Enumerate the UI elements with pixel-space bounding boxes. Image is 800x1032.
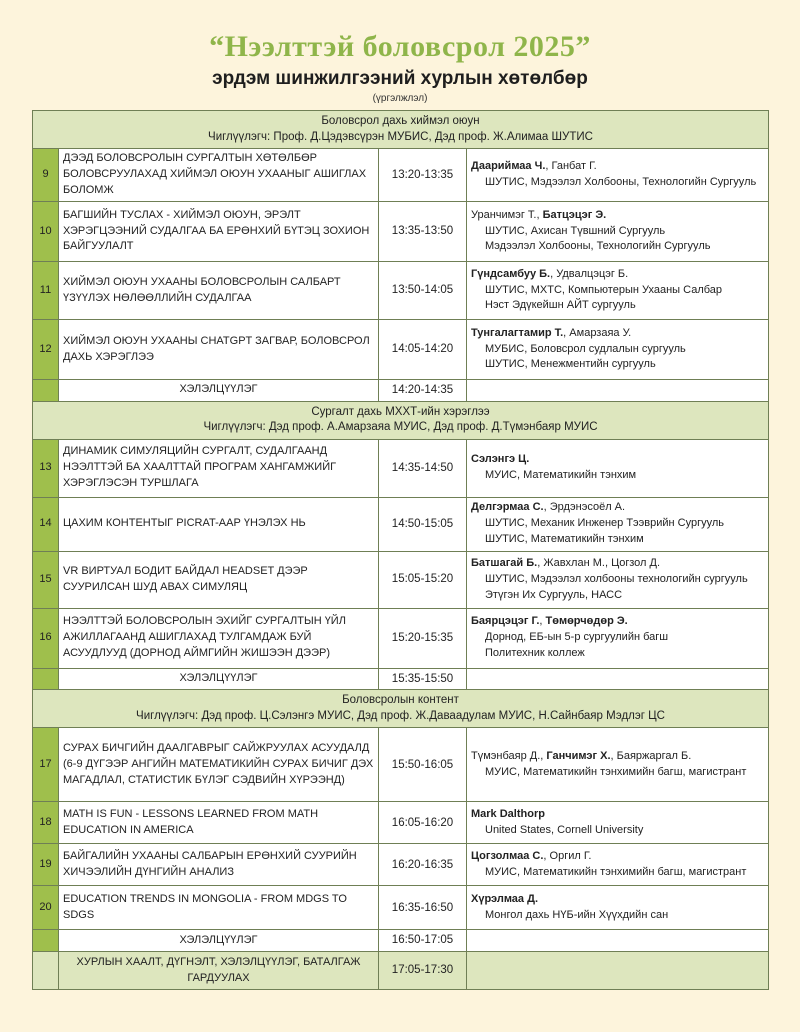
presenter-list [471,807,764,823]
talk-topic: БАЙГАЛИЙН УХААНЫ САЛБАРЫН ЕРӨНХИЙ СУУРИЙН ХИЧЭЭЛИЙН ДҮНГИЙН АНАЛИЗ [59,844,379,886]
talk-topic: EDUCATION TRENDS IN MONGOLIA - FROM MDGS TO SDGS [59,886,379,930]
discussion-label: ХЭЛЭЛЦҮҮЛЭГ [59,668,379,690]
talk-number: 20 [33,886,59,930]
talk-number: 18 [33,802,59,844]
talk-row [33,802,769,844]
talk-speakers [467,262,769,320]
discussion-time: 14:20-14:35 [379,380,467,402]
page-title: “Нээлттэй боловсрол 2025” [209,30,591,63]
talk-time: 14:35-14:50 [379,439,467,497]
talk-time: 16:05-16:20 [379,802,467,844]
talk-number: 11 [33,262,59,320]
talk-time: 16:35-16:50 [379,886,467,930]
presenter-name: Даариймаа Ч. [471,160,546,173]
presenter-name: Тунгалагтамир Т. [471,326,564,339]
presenter-name: Эрдэнэсоёл А. [549,501,626,514]
continued-note: (үргэлжлэл) [372,93,428,104]
talk-topic: VR ВИРТУАЛ БОДИТ БАЙДАЛ HEADSET ДЭЭР СУУРИЛСАН ШУД АВАХ СИМУЛЯЦ [59,551,379,608]
presenter-affiliation: МУИС, Математикийн тэнхимийн багш, магистрант [485,765,747,778]
talk-speakers [467,608,769,668]
talk-topic: ДЭЭД БОЛОВСРОЛЫН СУРГАЛТЫН ХӨТӨЛБӨР БОЛОВСРУУЛАХАД ХИЙМЭЛ ОЮУН УХААНЫГ АШИГЛАХ БОЛОМЖ [59,149,379,202]
talk-time: 15:50-16:05 [379,728,467,802]
closing-row [33,952,769,990]
presenter-affiliation: Мэдээлэл Холбооны, Технологийн Сургууль [485,240,711,253]
presenter-name: Ганчимэг Х. [546,749,611,762]
section-header [33,690,769,728]
presenter-list: Делгэрмаа С., Эрдэнэсоёл А. [471,501,626,514]
section-header-row [33,401,769,439]
presenter-affiliation: МУБИС, Боловсрол судлалын сургууль [485,342,686,355]
presenter-affiliation: МУИС, Математикийн тэнхимийн багш, магистрант [485,865,747,878]
talk-time: 16:20-16:35 [379,844,467,886]
discussion-time: 16:50-17:05 [379,930,467,952]
page-subtitle: эрдэм шинжилгээний хурлын хөтөлбөр [212,68,588,89]
section-chairs: Чиглүүлэгч: Дэд проф. А.Амарзаяа МУИС, Дэд проф. Д.Түмэнбаяр МУИС [203,421,598,434]
presenter-name: Цогзол Д. [611,556,660,569]
presenter-affiliation: ШУТИС, Ахисан Түвшний Сургууль [485,224,666,237]
presenter-list: Тунгалагтамир Т., Амарзаяа У. [471,326,632,339]
talk-row [33,497,769,551]
presenter-name: Ганбат Г. [551,160,597,173]
talk-row [33,320,769,380]
presenter-list: Гүндсамбуу Б., Удвалцэцэг Б. [471,267,629,280]
presenter-affiliation: ШУТИС, Математикийн тэнхим [485,533,644,546]
presenter-list: Даариймаа Ч., Ганбат Г. [471,160,597,173]
number-cell-empty [33,380,59,402]
section-title: Боловсролын контент [342,694,459,707]
talk-speakers [467,886,769,930]
talk-time: 14:05-14:20 [379,320,467,380]
talk-time: 13:20-13:35 [379,149,467,202]
section-header [33,111,769,149]
talk-row [33,202,769,262]
talk-topic: MATH IS FUN - LESSONS LEARNED FROM MATH EDUCATION IN AMERICA [59,802,379,844]
presenter-name: Оргил Г. [549,849,592,862]
talk-number: 17 [33,728,59,802]
discussion-time: 15:35-15:50 [379,668,467,690]
talk-row [33,844,769,886]
presenter-affiliation: Политехник коллеж [485,647,585,660]
presenter-affiliation: United States, Cornell University [485,823,644,836]
presenter-affiliation: Дорнод, ЕБ-ын 5-р сургуулийн багш [485,631,669,644]
talk-number: 19 [33,844,59,886]
presenter-name: Түмэнбаяр Д. [471,749,541,762]
presenter-affiliation: ШУТИС, Менежментийн сургууль [485,358,656,371]
talk-topic: ЦАХИМ КОНТЕНТЫГ PICRAT-ААР ҮНЭЛЭХ НЬ [59,497,379,551]
speaker-cell-empty [467,952,769,990]
number-cell-empty [33,668,59,690]
talk-number: 9 [33,149,59,202]
presenter-name: Сэлэнгэ Ц. [471,453,530,466]
talk-speakers [467,320,769,380]
discussion-label: ХЭЛЭЛЦҮҮЛЭГ [59,380,379,402]
talk-row [33,439,769,497]
talk-row [33,608,769,668]
presenter-name: Төмөрчөдөр Э. [545,615,628,628]
section-header-row [33,690,769,728]
discussion-row [33,668,769,690]
talk-speakers [467,802,769,844]
talk-speakers [467,439,769,497]
talk-speakers [467,551,769,608]
talk-speakers [467,149,769,202]
presenter-name: Баярцэцэг Г. [471,615,540,628]
talk-row [33,886,769,930]
presenter-affiliation: ШУТИС, МХТС, Компьютерын Ухааны Салбар [485,283,723,296]
presenter-name: Mark Dalthorp [471,807,545,820]
section-title: Боловсрол дахь хиймэл оюун [321,114,480,127]
talk-number: 13 [33,439,59,497]
presenter-name: Амарзаяа У. [569,326,632,339]
schedule-body [33,111,769,990]
talk-topic: ХИЙМЭЛ ОЮУН УХААНЫ БОЛОВСРОЛЫН САЛБАРТ ҮЗҮҮЛЭХ НӨЛӨӨЛЛИЙН СУДАЛГАА [59,262,379,320]
talk-speakers [467,844,769,886]
presenter-affiliation: ШУТИС, Мэдээлэл холбооны технологийн сургууль [485,572,748,585]
presenter-affiliation: Этүгэн Их Сургууль, НАСС [485,588,623,601]
presenter-affiliation: Монгол дахь НҮБ-ийн Хүүхдийн сан [485,908,669,921]
discussion-row [33,380,769,402]
discussion-label: ХЭЛЭЛЦҮҮЛЭГ [59,930,379,952]
talk-row [33,262,769,320]
speaker-cell-empty [467,930,769,952]
presenter-list [471,892,764,908]
presenter-list: Батшагай Б., Жавхлан М., Цогзол Д. [471,556,660,569]
discussion-row [33,930,769,952]
talk-topic: ХИЙМЭЛ ОЮУН УХААНЫ CHATGPT ЗАГВАР, БОЛОВСРОЛ ДАХЬ ХЭРЭГЛЭЭ [59,320,379,380]
talk-number: 14 [33,497,59,551]
presenter-name: Удвалцэцэг Б. [556,267,629,280]
talk-topic: БАГШИЙН ТУСЛАХ - ХИЙМЭЛ ОЮУН, ЭРЭЛТ ХЭРЭГЦЭЭНИЙ СУДАЛГАА БА ЕРӨНХИЙ БҮТЭЦ ЗОХИОН БАЙГУУЛАЛТ [59,202,379,262]
talk-number: 16 [33,608,59,668]
talk-time: 15:05-15:20 [379,551,467,608]
presenter-list: Цогзолмаа С., Оргил Г. [471,849,592,862]
presenter-list [471,452,764,468]
presenter-affiliation: ШУТИС, Механик Инженер Тээврийн Сургууль [485,517,725,530]
talk-number: 12 [33,320,59,380]
talk-speakers [467,202,769,262]
presenter-name: Цогзолмаа С. [471,849,544,862]
number-cell-empty [33,952,59,990]
talk-speakers [467,497,769,551]
closing-label: ХУРЛЫН ХААЛТ, ДҮГНЭЛТ, ХЭЛЭЛЦҮҮЛЭГ, БАТАЛГАЖ ГАРДУУЛАХ [59,952,379,990]
presenter-list: Уранчимэг Т., Батцэцэг Э. [471,208,607,221]
section-chairs: Чиглүүлэгч: Проф. Д.Цэдэвсүрэн МУБИС, Дэд проф. Ж.Алимаа ШУТИС [208,130,593,143]
speaker-cell-empty [467,668,769,690]
talk-time: 13:35-13:50 [379,202,467,262]
presenter-list: Баярцэцэг Г., Төмөрчөдөр Э. [471,615,628,628]
closing-time: 17:05-17:30 [379,952,467,990]
talk-row [33,728,769,802]
presenter-affiliation: МУИС, Математикийн тэнхим [485,469,637,482]
presenter-name: Батцэцэг Э. [542,208,607,221]
schedule-table [32,110,769,990]
talk-row [33,551,769,608]
section-title: Сургалт дахь МХХТ-ийн хэрэглээ [311,405,490,418]
presenter-name: Баяржаргал Б. [616,749,692,762]
presenter-name: Хүрэлмаа Д. [471,892,538,905]
talk-time: 13:50-14:05 [379,262,467,320]
section-header-row [33,111,769,149]
presenter-name: Жавхлан М. [543,556,605,569]
presenter-name: Батшагай Б. [471,556,538,569]
presenter-name: Гүндсамбуу Б. [471,267,551,280]
talk-topic: ДИНАМИК СИМУЛЯЦИЙН СУРГАЛТ, СУДАЛГААНД НЭЭЛТТЭЙ БА ХААЛТТАЙ ПРОГРАМ ХАНГАМЖИЙГ ХЭРЭГЛЭСЭН ТУРШЛАГА [59,439,379,497]
section-chairs: Чиглүүлэгч: Дэд проф. Ц.Сэлэнгэ МУИС, Дэд проф. Ж.Даваадулам МУИС, Н.Сайнбаяр Мэдлэг ЦС [136,709,665,722]
talk-time: 14:50-15:05 [379,497,467,551]
talk-number: 15 [33,551,59,608]
talk-number: 10 [33,202,59,262]
talk-speakers [467,728,769,802]
talk-topic: НЭЭЛТТЭЙ БОЛОВСРОЛЫН ЭХИЙГ СУРГАЛТЫН ҮЙЛ АЖИЛЛАГААНД АШИГЛАХАД ТУЛГАМДАЖ БУЙ АСУУДЛУУД (ДОРНОД АЙМГИЙН ЖИШЭЭН ДЭЭР) [59,608,379,668]
presenter-name: Делгэрмаа С. [471,501,544,514]
presenter-affiliation: Нэст Эдүкейшн АЙТ сургууль [485,299,636,312]
number-cell-empty [33,930,59,952]
talk-topic: СУРАХ БИЧГИЙН ДААЛГАВРЫГ САЙЖРУУЛАХ АСУУДАЛД (6-9 ДҮГЭЭР АНГИЙН МАТЕМАТИКИЙН СУРАХ БИЧИГ ДЭХ МАГАДЛАЛ, СТАТИСТИК БҮЛЭГ СЭДВИЙН ХҮРЭЭНД) [59,728,379,802]
talk-row [33,149,769,202]
talk-time: 15:20-15:35 [379,608,467,668]
speaker-cell-empty [467,380,769,402]
presenter-list: Түмэнбаяр Д., Ганчимэг Х., Баяржаргал Б. [471,749,692,762]
presenter-affiliation: ШУТИС, Мэдээлэл Холбооны, Технологийн Сургууль [485,176,757,188]
section-header [33,401,769,439]
presenter-name: Уранчимэг Т. [471,208,537,221]
